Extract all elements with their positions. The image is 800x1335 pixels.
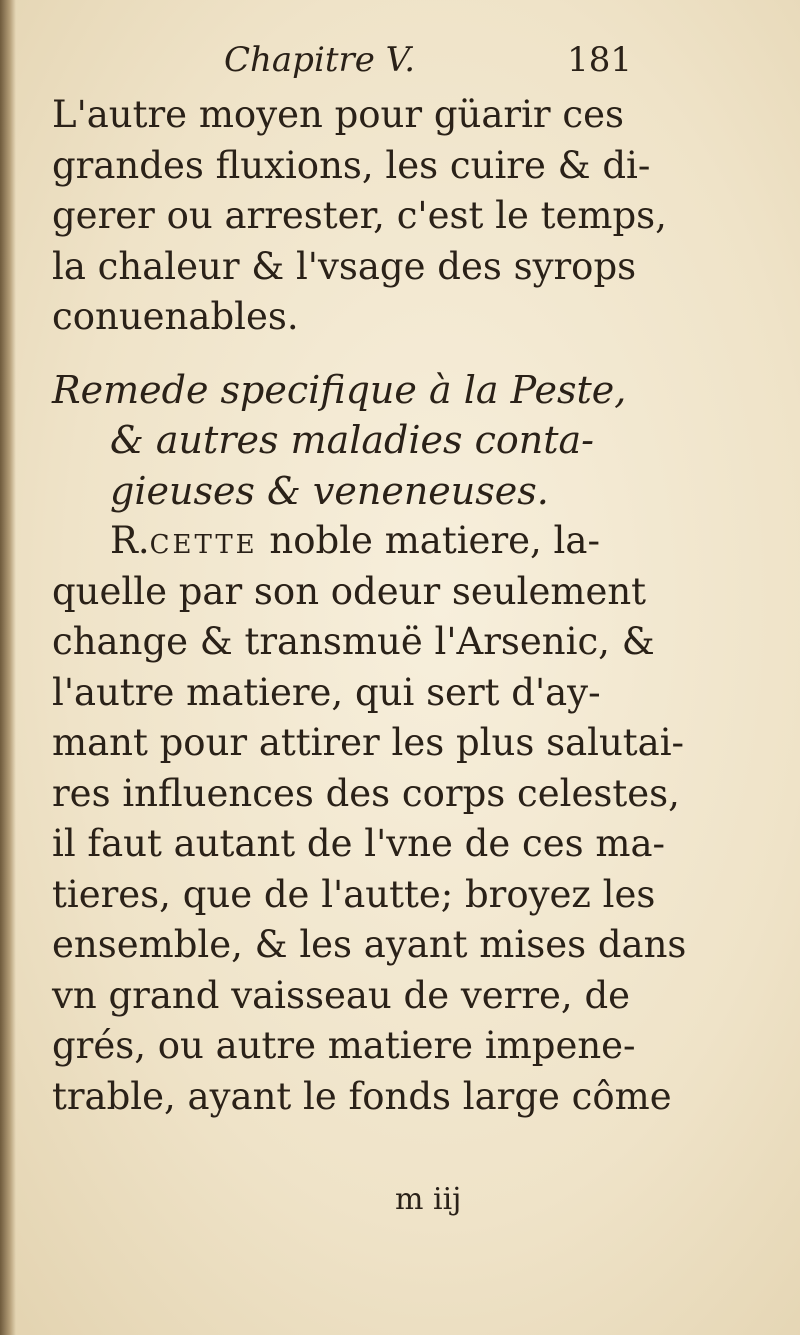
paragraph-1 (52, 90, 667, 343)
text-line: L'autre moyen pour güarir ces (52, 93, 624, 136)
running-head: Chapitre V. (224, 40, 416, 80)
first-line-rest: noble matiere, la- (257, 519, 600, 562)
recipe-lead-caps: cette (149, 519, 258, 562)
heading-line: Remede specifique à la Peste, (52, 367, 627, 412)
text-line: grés, ou autre matiere impene- (52, 1024, 636, 1067)
text-line: change & transmuë l'Arsenic, & (52, 620, 655, 663)
text-line: ensemble, & les ayant mises dans (52, 923, 687, 966)
text-line: grandes fluxions, les cuire & di- (52, 143, 651, 187)
text-line: l'autre matiere, qui sert d'ay- (52, 670, 601, 714)
text-line: tieres, que de l'autte; broyez les (52, 872, 656, 916)
text-line: vn grand vaisseau de verre, de (52, 973, 631, 1017)
text-line: mant pour attirer les plus salutai- (52, 721, 685, 764)
text-line: la chaleur & l'vsage des syrops (52, 244, 637, 288)
page-number: 181 (567, 40, 632, 80)
section-heading (52, 365, 632, 517)
binding-edge (0, 0, 16, 1335)
paragraph-2 (52, 516, 687, 1122)
signature-mark: m iij (395, 1182, 462, 1217)
text-line: res influences des corps celestes, (52, 771, 680, 815)
text-line: gerer ou arrester, c'est le temps, (52, 194, 667, 237)
recipe-lead: R. (110, 519, 150, 562)
text-line: trable, ayant le fonds large côme (52, 1074, 672, 1118)
paragraph-first-line (52, 516, 632, 567)
heading-line: & autres maladies conta- (110, 418, 594, 462)
heading-line: gieuses & veneneuses. (110, 468, 549, 513)
text-line: il faut autant de l'vne de ces ma- (52, 822, 666, 865)
text-line: quelle par son odeur seulement (52, 569, 647, 613)
text-line: conuenables. (52, 295, 299, 338)
spacer (52, 343, 632, 365)
text-block (52, 34, 687, 1122)
page-header (52, 34, 632, 90)
